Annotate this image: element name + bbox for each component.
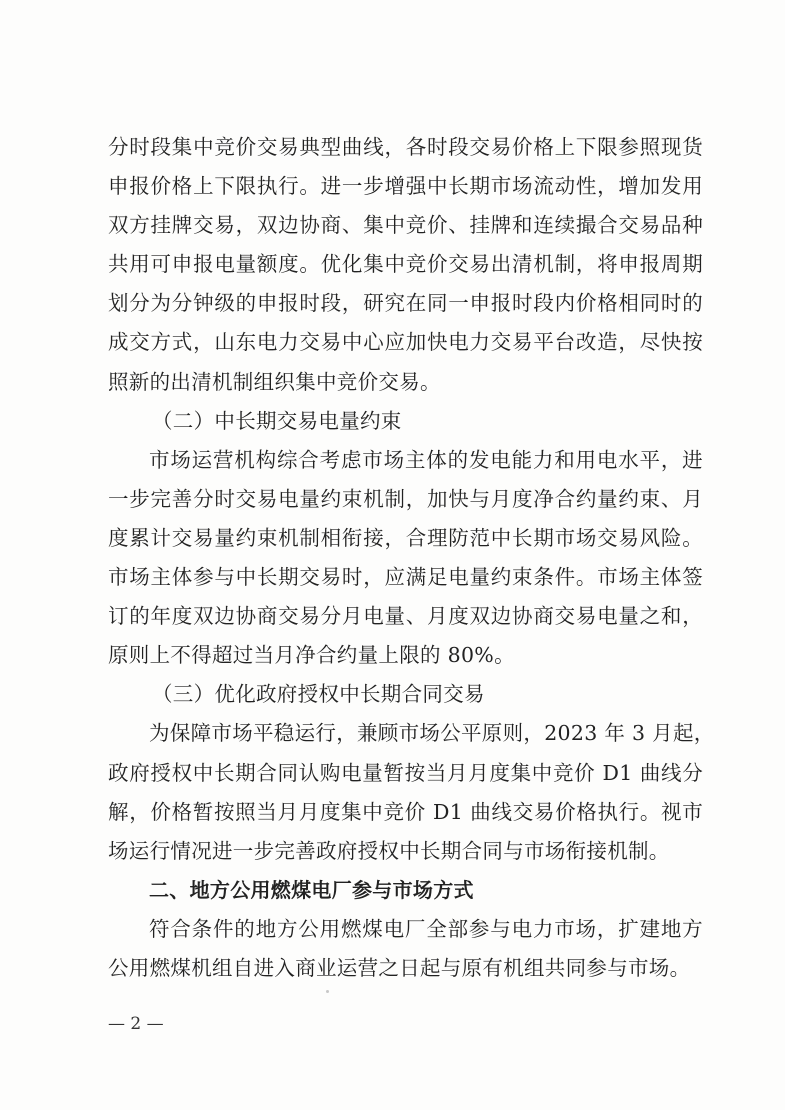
paragraph-line: 一步完善分时交易电量约束机制，加快与月度净合约量约束、月: [108, 486, 703, 511]
paragraph-line: 双方挂牌交易，双边协商、集中竞价、挂牌和连续撮合交易品种: [108, 213, 703, 238]
paragraph-line: 解，价格暂按照当月月度集中竞价 D1 曲线交易价格执行。视市: [108, 799, 703, 824]
paragraph-line: 分时段集中竞价交易典型曲线，各时段交易价格上下限参照现货: [108, 135, 703, 159]
paragraph-line: 申报价格上下限执行。进一步增强中长期市场流动性，增加发用: [108, 174, 703, 199]
paragraph-line: 场运行情况进一步完善政府授权中长期合同与市场衔接机制。: [108, 838, 670, 863]
paragraph-line: 成交方式，山东电力交易中心应加快电力交易平台改造，尽快按: [108, 330, 703, 355]
paragraph-line: 原则上不得超过当月净合约量上限的 80%。: [108, 643, 515, 668]
paragraph-line: 为保障市场平稳运行，兼顾市场公平原则，2023 年 3 月起，: [149, 721, 715, 746]
section-heading-main: 二、地方公用燃煤电厂参与市场方式: [149, 877, 474, 902]
page-number: — 2 —: [108, 1014, 164, 1034]
paragraph-line: 订的年度双边协商交易分月电量、月度双边协商交易电量之和，: [108, 604, 703, 629]
paragraph-line: 公用燃煤机组自进入商业运营之日起与原有机组共同参与市场。: [108, 955, 691, 980]
paragraph-line: 共用可申报电量额度。优化集中竞价交易出清机制，将申报周期: [108, 252, 703, 277]
section-heading-3: （三）优化政府授权中长期合同交易: [152, 682, 485, 707]
section-heading-2: （二）中长期交易电量约束: [152, 408, 402, 433]
scan-speck: [326, 990, 329, 993]
paragraph-line: 市场主体参与中长期交易时，应满足电量约束条件。市场主体签: [108, 565, 703, 590]
paragraph-line: 度累计交易量约束机制相衔接，合理防范中长期市场交易风险。: [108, 525, 703, 550]
paragraph-line: 市场运营机构综合考虑市场主体的发电能力和用电水平，进: [149, 447, 703, 472]
paragraph-line: 照新的出清机制组织集中竞价交易。: [108, 369, 441, 394]
paragraph-line: 划分为分钟级的申报时段，研究在同一申报时段内价格相同时的: [108, 291, 703, 316]
paragraph-line: 政府授权中长期合同认购电量暂按当月月度集中竞价 D1 曲线分: [108, 760, 703, 785]
paragraph-line: 符合条件的地方公用燃煤电厂全部参与电力市场，扩建地方: [149, 916, 703, 941]
document-body: [108, 128, 715, 988]
